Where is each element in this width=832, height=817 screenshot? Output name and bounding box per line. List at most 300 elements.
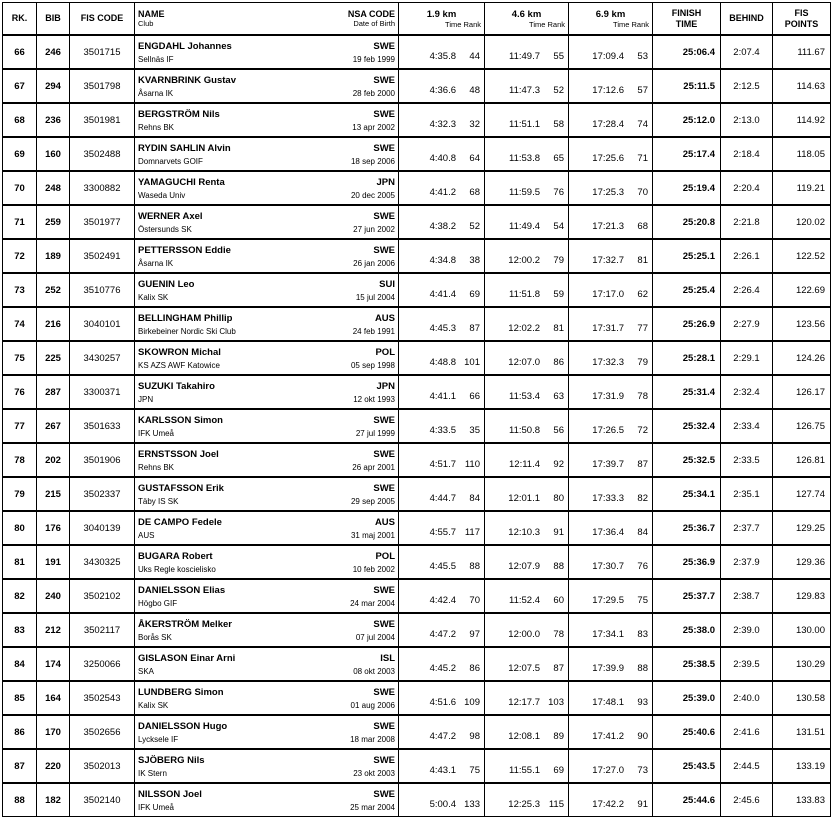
split1-cell [399, 137, 485, 171]
split2-rank: 52 [553, 84, 564, 96]
rank-cell: 72 [3, 239, 37, 273]
split1-cell [399, 681, 485, 715]
split1-cell [399, 205, 485, 239]
date-of-birth: 29 sep 2005 [350, 496, 395, 506]
bib-cell: 267 [37, 409, 70, 443]
athlete-name: KARLSSON Simon [138, 414, 223, 426]
name-cell [135, 681, 399, 715]
split3-time: 17:31.9 [592, 390, 624, 402]
split2-cell [485, 375, 569, 409]
fis-code-cell: 3502013 [70, 749, 135, 783]
split1-time: 4:32.3 [429, 118, 456, 130]
header-name: NAME [138, 9, 165, 19]
split3-time: 17:29.5 [592, 594, 624, 606]
header-fis-code: FIS CODE [70, 3, 135, 36]
split3-time: 17:28.4 [592, 118, 624, 130]
split3-rank: 53 [637, 50, 648, 62]
split1-cell [399, 103, 485, 137]
bib-cell: 220 [37, 749, 70, 783]
fis-code-cell: 3502543 [70, 681, 135, 715]
split2-cell [485, 35, 569, 69]
split2-cell [485, 69, 569, 103]
split3-cell [569, 477, 653, 511]
split2-time: 11:53.8 [509, 152, 540, 164]
date-of-birth: 31 maj 2001 [350, 530, 395, 540]
split3-rank: 84 [637, 526, 648, 538]
split3-rank: 77 [637, 322, 648, 334]
split2-time: 11:52.4 [509, 594, 540, 606]
rank-cell: 76 [3, 375, 37, 409]
fis-points-cell: 131.51 [773, 715, 831, 749]
behind-cell: 2:18.4 [721, 137, 773, 171]
split3-cell [569, 681, 653, 715]
split2-time: 12:00.2 [508, 254, 540, 266]
club-name: Östersunds SK [138, 224, 192, 234]
split1-time: 4:41.4 [429, 288, 456, 300]
split3-cell [569, 409, 653, 443]
fis-code-cell: 3502140 [70, 783, 135, 817]
athlete-name: BUGARA Robert [138, 550, 213, 562]
split1-rank: 66 [469, 390, 480, 402]
split1-rank: 110 [464, 458, 480, 470]
rank-cell: 85 [3, 681, 37, 715]
behind-cell: 2:12.5 [721, 69, 773, 103]
name-cell [135, 409, 399, 443]
athlete-name: DE CAMPO Fedele [138, 516, 222, 528]
split2-rank: 54 [553, 220, 564, 232]
split1-rank: 38 [469, 254, 480, 266]
fis-code-cell: 3510776 [70, 273, 135, 307]
fis-points-cell: 133.83 [773, 783, 831, 817]
nsa-code: SWE [373, 686, 395, 698]
table-row [3, 103, 831, 137]
split3-rank: 71 [637, 152, 648, 164]
split2-rank: 115 [548, 798, 564, 810]
header-finish-line1: FINISH [671, 7, 702, 18]
table-row [3, 307, 831, 341]
fis-points-cell: 126.75 [773, 409, 831, 443]
split1-rank: 98 [469, 730, 480, 742]
behind-cell: 2:37.7 [721, 511, 773, 545]
fis-code-cell: 3502337 [70, 477, 135, 511]
split2-rank: 69 [553, 764, 564, 776]
header-split3 [569, 3, 653, 36]
name-cell [135, 613, 399, 647]
date-of-birth: 01 aug 2006 [350, 700, 395, 710]
club-name: Waseda Univ [138, 190, 186, 200]
split3-rank: 74 [637, 118, 648, 130]
split1-time: 4:36.6 [429, 84, 456, 96]
bib-cell: 246 [37, 35, 70, 69]
bib-cell: 236 [37, 103, 70, 137]
split2-cell [485, 715, 569, 749]
split3-cell [569, 545, 653, 579]
split2-time: 12:17.7 [508, 696, 540, 708]
table-row [3, 409, 831, 443]
rank-cell: 69 [3, 137, 37, 171]
bib-cell: 164 [37, 681, 70, 715]
table-row [3, 545, 831, 579]
behind-cell: 2:27.9 [721, 307, 773, 341]
fis-points-cell: 123.56 [773, 307, 831, 341]
name-cell [135, 579, 399, 613]
behind-cell: 2:35.1 [721, 477, 773, 511]
club-name: Åsarna IK [138, 88, 174, 98]
finish-time-cell: 25:17.4 [653, 137, 721, 171]
behind-cell: 2:13.0 [721, 103, 773, 137]
date-of-birth: 26 apr 2001 [352, 462, 395, 472]
fis-code-cell: 3430257 [70, 341, 135, 375]
header-fis-points [773, 3, 831, 36]
split1-time: 4:48.8 [429, 356, 456, 368]
header-row [3, 3, 831, 36]
table-row [3, 375, 831, 409]
name-cell [135, 69, 399, 103]
name-cell [135, 137, 399, 171]
club-name: Rehns BK [138, 462, 175, 472]
nsa-code: SWE [373, 584, 395, 596]
split1-cell [399, 443, 485, 477]
name-cell [135, 375, 399, 409]
split3-time: 17:32.3 [592, 356, 624, 368]
split1-time: 4:45.5 [429, 560, 456, 572]
nsa-code: SWE [373, 448, 395, 460]
behind-cell: 2:39.5 [721, 647, 773, 681]
date-of-birth: 13 apr 2002 [352, 122, 395, 132]
split3-time: 17:39.9 [592, 662, 624, 674]
bib-cell: 240 [37, 579, 70, 613]
fis-points-cell: 127.74 [773, 477, 831, 511]
nsa-code: JPN [376, 176, 395, 188]
rank-cell: 66 [3, 35, 37, 69]
table-row [3, 783, 831, 817]
split3-rank: 70 [637, 186, 648, 198]
header-split1-km: 1.9 km [426, 8, 457, 20]
finish-time-cell: 25:44.6 [653, 783, 721, 817]
split2-rank: 86 [553, 356, 564, 368]
fis-code-cell: 3501715 [70, 35, 135, 69]
date-of-birth: 27 jul 1999 [355, 428, 395, 438]
athlete-name: ERNSTSSON Joel [138, 448, 219, 460]
split3-cell [569, 443, 653, 477]
fis-points-cell: 114.92 [773, 103, 831, 137]
split1-rank: 97 [469, 628, 480, 640]
table-row [3, 613, 831, 647]
split2-rank: 103 [548, 696, 564, 708]
club-name: Borås SK [138, 632, 172, 642]
split1-cell [399, 69, 485, 103]
fis-code-cell: 3040101 [70, 307, 135, 341]
athlete-name: WERNER Axel [138, 210, 203, 222]
split1-rank: 69 [469, 288, 480, 300]
split2-rank: 87 [553, 662, 564, 674]
nsa-code: SWE [373, 40, 395, 52]
athlete-name: ÅKERSTRÖM Melker [138, 618, 232, 630]
finish-time-cell: 25:34.1 [653, 477, 721, 511]
split3-time: 17:48.1 [592, 696, 624, 708]
athlete-name: BELLINGHAM Phillip [138, 312, 233, 324]
fis-points-cell: 122.69 [773, 273, 831, 307]
club-name: Åsarna IK [138, 258, 174, 268]
split1-cell [399, 579, 485, 613]
split1-cell [399, 511, 485, 545]
split3-cell [569, 307, 653, 341]
bib-cell: 216 [37, 307, 70, 341]
split3-cell [569, 341, 653, 375]
split2-cell [485, 137, 569, 171]
split1-time: 4:40.8 [429, 152, 456, 164]
club-name: JPN [138, 394, 154, 404]
split2-rank: 63 [553, 390, 564, 402]
club-name: Sellnäs IF [138, 54, 174, 64]
athlete-name: YAMAGUCHI Renta [138, 176, 225, 188]
split3-time: 17:25.6 [592, 152, 624, 164]
table-row [3, 647, 831, 681]
athlete-name: DANIELSSON Hugo [138, 720, 228, 732]
split1-cell [399, 783, 485, 817]
split3-rank: 83 [637, 628, 648, 640]
split3-time: 17:39.7 [592, 458, 624, 470]
split2-rank: 88 [553, 560, 564, 572]
split1-cell [399, 239, 485, 273]
rank-cell: 74 [3, 307, 37, 341]
nsa-code: SWE [373, 482, 395, 494]
club-name: SKA [138, 666, 155, 676]
header-split3-time-rank: Time Rank [613, 19, 649, 29]
behind-cell: 2:07.4 [721, 35, 773, 69]
split3-cell [569, 749, 653, 783]
date-of-birth: 24 feb 1991 [352, 326, 395, 336]
name-cell [135, 477, 399, 511]
split3-cell [569, 69, 653, 103]
split1-rank: 48 [469, 84, 480, 96]
split3-cell [569, 647, 653, 681]
split1-rank: 84 [469, 492, 480, 504]
split3-cell [569, 35, 653, 69]
header-bib: BIB [37, 3, 70, 36]
split2-time: 11:49.4 [509, 220, 540, 232]
header-split2-time-rank: Time Rank [529, 19, 565, 29]
split1-rank: 35 [469, 424, 480, 436]
rank-cell: 81 [3, 545, 37, 579]
split3-rank: 73 [637, 764, 648, 776]
header-nsa-code: NSA CODE [347, 9, 395, 19]
name-cell [135, 307, 399, 341]
rank-cell: 80 [3, 511, 37, 545]
rank-cell: 68 [3, 103, 37, 137]
date-of-birth: 27 jun 2002 [353, 224, 395, 234]
name-cell [135, 715, 399, 749]
fis-code-cell: 3501977 [70, 205, 135, 239]
split3-rank: 68 [637, 220, 648, 232]
split2-cell [485, 511, 569, 545]
date-of-birth: 07 jul 2004 [355, 632, 395, 642]
fis-code-cell: 3501798 [70, 69, 135, 103]
split1-cell [399, 307, 485, 341]
split2-cell [485, 681, 569, 715]
header-behind: BEHIND [721, 3, 773, 36]
split3-time: 17:12.6 [592, 84, 624, 96]
split1-rank: 109 [464, 696, 480, 708]
bib-cell: 225 [37, 341, 70, 375]
athlete-name: GUENIN Leo [138, 278, 195, 290]
nsa-code: SWE [373, 788, 395, 800]
split3-rank: 88 [637, 662, 648, 674]
date-of-birth: 25 mar 2004 [350, 802, 395, 812]
fis-points-cell: 129.25 [773, 511, 831, 545]
split1-time: 4:35.8 [429, 50, 456, 62]
nsa-code: SWE [373, 244, 395, 256]
bib-cell: 170 [37, 715, 70, 749]
split1-time: 4:38.2 [429, 220, 456, 232]
split1-rank: 87 [469, 322, 480, 334]
athlete-name: PETTERSSON Eddie [138, 244, 231, 256]
table-row [3, 171, 831, 205]
nsa-code: SWE [373, 720, 395, 732]
nsa-code: SWE [373, 618, 395, 630]
finish-time-cell: 25:37.7 [653, 579, 721, 613]
bib-cell: 189 [37, 239, 70, 273]
split1-rank: 101 [464, 356, 480, 368]
split1-rank: 32 [469, 118, 480, 130]
finish-time-cell: 25:43.5 [653, 749, 721, 783]
finish-time-cell: 25:36.7 [653, 511, 721, 545]
name-cell [135, 35, 399, 69]
fis-code-cell: 3430325 [70, 545, 135, 579]
fis-points-cell: 119.21 [773, 171, 831, 205]
header-club: Club [138, 19, 154, 28]
finish-time-cell: 25:28.1 [653, 341, 721, 375]
split2-cell [485, 273, 569, 307]
finish-time-cell: 25:31.4 [653, 375, 721, 409]
fis-points-cell: 122.52 [773, 239, 831, 273]
nsa-code: POL [375, 550, 395, 562]
nsa-code: SWE [373, 142, 395, 154]
split1-time: 4:55.7 [429, 526, 456, 538]
header-split1-time-rank: Time Rank [445, 19, 481, 29]
fis-points-cell: 126.81 [773, 443, 831, 477]
finish-time-cell: 25:19.4 [653, 171, 721, 205]
name-cell [135, 511, 399, 545]
split1-time: 4:45.3 [429, 322, 456, 334]
finish-time-cell: 25:26.9 [653, 307, 721, 341]
athlete-name: RYDIN SAHLIN Alvin [138, 142, 231, 154]
rank-cell: 73 [3, 273, 37, 307]
athlete-name: NILSSON Joel [138, 788, 202, 800]
behind-cell: 2:39.0 [721, 613, 773, 647]
rank-cell: 70 [3, 171, 37, 205]
split2-time: 12:07.5 [508, 662, 540, 674]
split1-cell [399, 545, 485, 579]
athlete-name: LUNDBERG Simon [138, 686, 224, 698]
split2-time: 12:00.0 [508, 628, 540, 640]
table-row [3, 511, 831, 545]
club-name: IK Stern [138, 768, 167, 778]
fis-points-cell: 130.58 [773, 681, 831, 715]
split2-time: 11:51.8 [509, 288, 540, 300]
split3-cell [569, 205, 653, 239]
name-cell [135, 341, 399, 375]
split1-time: 4:33.5 [429, 424, 456, 436]
table-row [3, 35, 831, 69]
name-cell [135, 545, 399, 579]
split2-rank: 91 [553, 526, 564, 538]
finish-time-cell: 25:38.5 [653, 647, 721, 681]
finish-time-cell: 25:11.5 [653, 69, 721, 103]
club-name: IFK Umeå [138, 802, 175, 812]
split1-time: 4:45.2 [429, 662, 456, 674]
nsa-code: JPN [376, 380, 395, 392]
split2-rank: 81 [553, 322, 564, 334]
table-row [3, 477, 831, 511]
date-of-birth: 18 mar 2008 [350, 734, 395, 744]
split1-cell [399, 35, 485, 69]
club-name: Kalix SK [138, 700, 169, 710]
table-row [3, 749, 831, 783]
split3-rank: 62 [637, 288, 648, 300]
finish-time-cell: 25:39.0 [653, 681, 721, 715]
header-split1 [399, 3, 485, 36]
fis-code-cell: 3300882 [70, 171, 135, 205]
athlete-name: DANIELSSON Elias [138, 584, 226, 596]
date-of-birth: 19 feb 1999 [352, 54, 395, 64]
split3-cell [569, 511, 653, 545]
split1-rank: 52 [469, 220, 480, 232]
date-of-birth: 23 okt 2003 [353, 768, 395, 778]
split1-rank: 64 [469, 152, 480, 164]
split3-cell [569, 783, 653, 817]
table-row [3, 137, 831, 171]
split1-cell [399, 171, 485, 205]
split2-rank: 58 [553, 118, 564, 130]
athlete-name: BERGSTRÖM Nils [138, 108, 220, 120]
split3-time: 17:09.4 [592, 50, 624, 62]
split3-time: 17:25.3 [592, 186, 624, 198]
fis-code-cell: 3040139 [70, 511, 135, 545]
fis-code-cell: 3502491 [70, 239, 135, 273]
fis-code-cell: 3501633 [70, 409, 135, 443]
rank-cell: 86 [3, 715, 37, 749]
club-name: Lycksele IF [138, 734, 179, 744]
header-finish-time [653, 3, 721, 36]
split3-rank: 72 [637, 424, 648, 436]
header-finish-line2: TIME [675, 18, 698, 29]
split2-rank: 60 [553, 594, 564, 606]
split1-time: 4:41.2 [429, 186, 456, 198]
finish-time-cell: 25:20.8 [653, 205, 721, 239]
split3-cell [569, 579, 653, 613]
club-name: Kalix SK [138, 292, 169, 302]
split3-cell [569, 171, 653, 205]
club-name: Domnarvets GOIF [138, 156, 203, 166]
behind-cell: 2:26.1 [721, 239, 773, 273]
split3-cell [569, 239, 653, 273]
split1-time: 4:51.7 [429, 458, 456, 470]
header-split2-km: 4.6 km [511, 8, 542, 20]
split1-time: 4:44.7 [429, 492, 456, 504]
athlete-name: SJÖBERG Nils [138, 754, 205, 766]
split2-cell [485, 749, 569, 783]
split3-rank: 75 [637, 594, 648, 606]
split1-rank: 44 [469, 50, 480, 62]
split2-cell [485, 205, 569, 239]
athlete-name: SUZUKI Takahiro [138, 380, 215, 392]
finish-time-cell: 25:32.4 [653, 409, 721, 443]
split2-time: 12:02.2 [508, 322, 540, 334]
club-name: IFK Umeå [138, 428, 175, 438]
fis-code-cell: 3502488 [70, 137, 135, 171]
behind-cell: 2:33.5 [721, 443, 773, 477]
